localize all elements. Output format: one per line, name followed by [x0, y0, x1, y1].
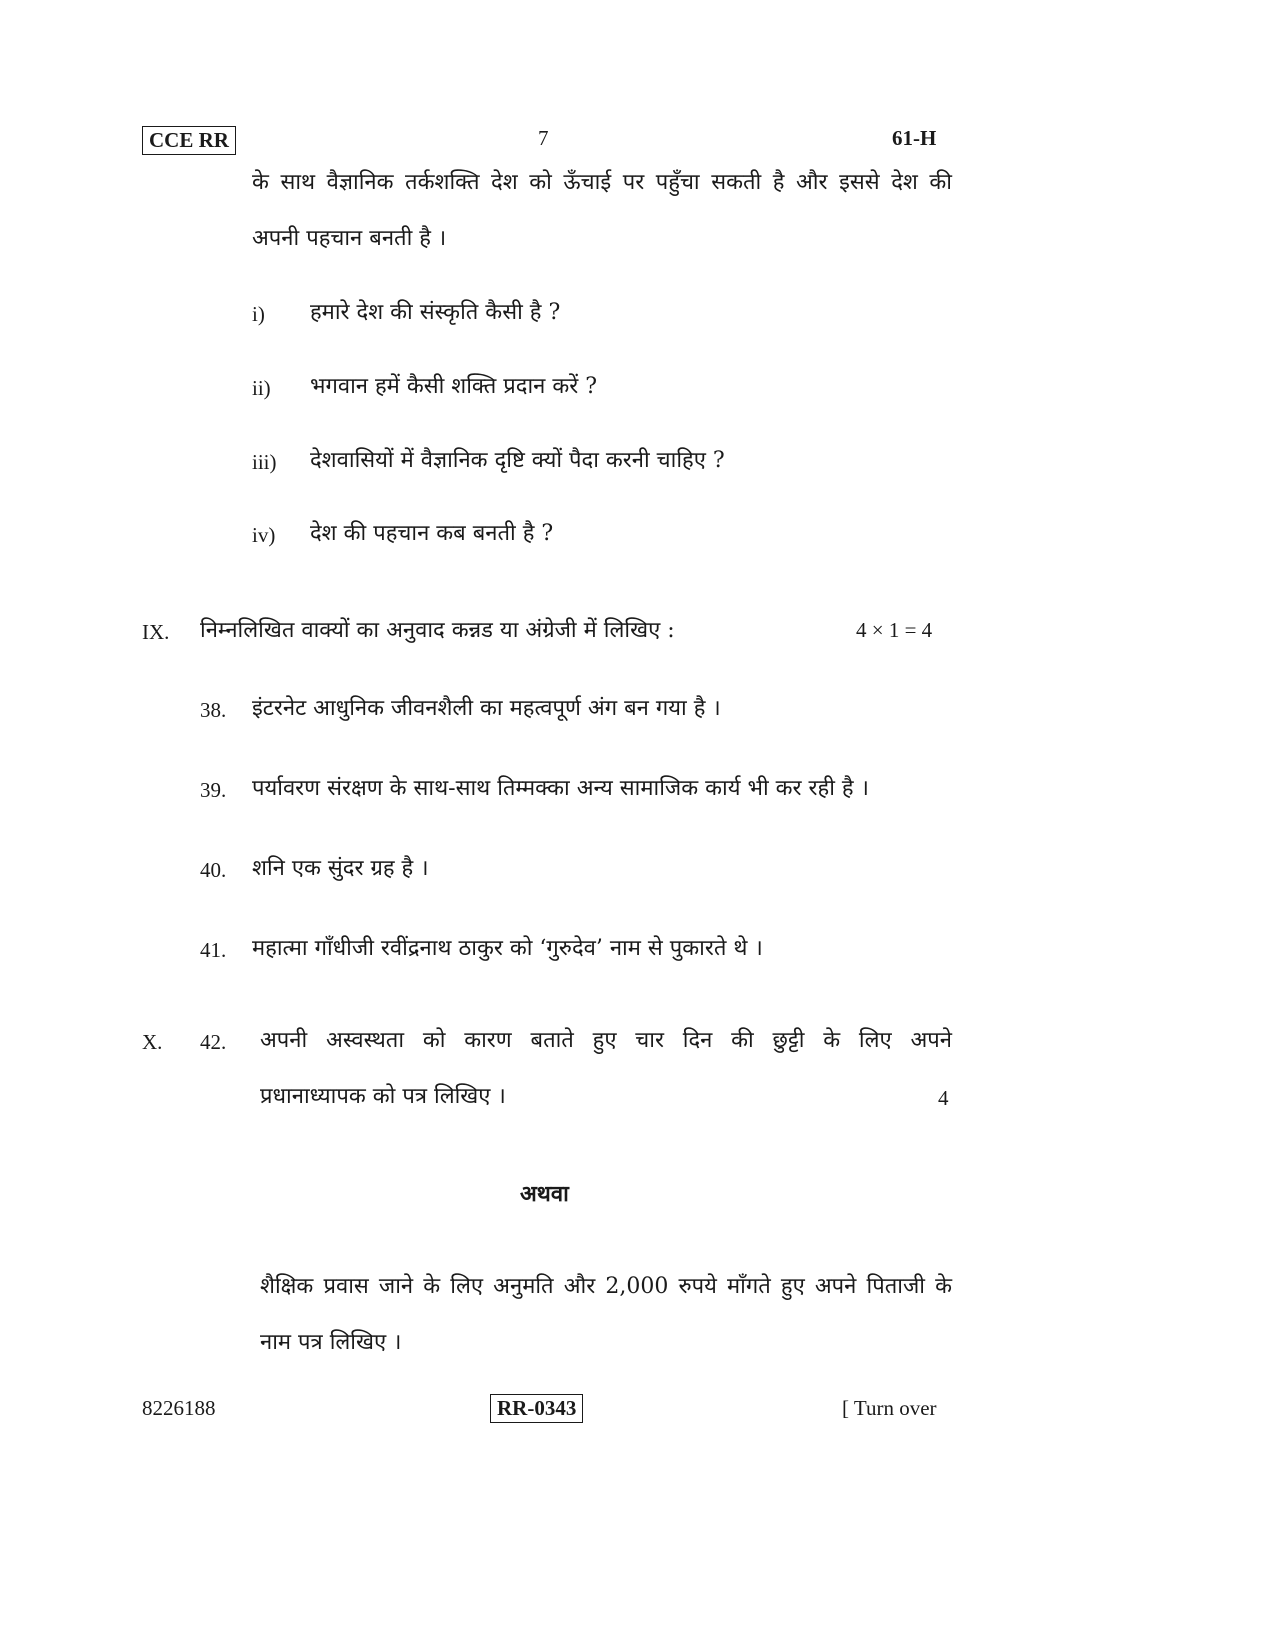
paper-code-badge: CCE RR — [142, 126, 236, 155]
question-label: iii) — [252, 450, 277, 474]
question-label: i) — [252, 302, 265, 326]
section-number: IX. — [142, 620, 170, 644]
alt-prompt-line-1: शैक्षिक प्रवास जाने के लिए अनुमति और 2,000 रुपये माँगते हुए अपने पिताजी के — [260, 1274, 952, 1299]
section-marks: 4 × 1 = 4 — [856, 618, 933, 642]
passage-line-2: अपनी पहचान बनती है । — [252, 226, 447, 251]
question-label: iv) — [252, 523, 276, 547]
translation-sentence: पर्यावरण संरक्षण के साथ-साथ तिम्मक्का अन्य सामाजिक कार्य भी कर रही है । — [252, 776, 869, 801]
booklet-code-badge: RR-0343 — [490, 1394, 583, 1423]
alt-prompt-line-2: नाम पत्र लिखिए । — [260, 1330, 402, 1355]
item-number: 40. — [200, 858, 227, 882]
letter-prompt-line-2: प्रधानाध्यापक को पत्र लिखिए । — [260, 1084, 506, 1109]
section-number: X. — [142, 1030, 163, 1054]
question-text: देशवासियों में वैज्ञानिक दृष्टि क्यों पैदा करनी चाहिए ? — [310, 448, 725, 473]
question-text: हमारे देश की संस्कृति कैसी है ? — [310, 300, 561, 325]
passage-line-1: के साथ वैज्ञानिक तर्कशक्ति देश को ऊँचाई पर पहुँचा सकती है और इससे देश की — [252, 170, 952, 195]
or-separator: अथवा — [520, 1181, 569, 1207]
question-text: देश की पहचान कब बनती है ? — [310, 521, 554, 546]
item-number: 38. — [200, 698, 227, 722]
translation-sentence: शनि एक सुंदर ग्रह है । — [252, 856, 429, 881]
page-number: 7 — [538, 126, 549, 150]
serial-number: 8226188 — [142, 1396, 216, 1420]
item-number: 42. — [200, 1030, 227, 1054]
question-label: ii) — [252, 376, 271, 400]
item-number: 39. — [200, 778, 227, 802]
letter-prompt-line-1: अपनी अस्वस्थता को कारण बताते हुए चार दिन की छुट्टी के लिए अपने — [260, 1028, 952, 1053]
subject-code: 61-H — [892, 126, 937, 150]
turn-over-note: [ Turn over — [842, 1396, 937, 1420]
section-instruction: निम्नलिखित वाक्यों का अनुवाद कन्नड या अंग्रेजी में लिखिए : — [200, 618, 675, 643]
question-text: भगवान हमें कैसी शक्ति प्रदान करें ? — [310, 374, 598, 399]
translation-sentence: महात्मा गाँधीजी रवींद्रनाथ ठाकुर को ‘गुरुदेव’ नाम से पुकारते थे । — [252, 936, 763, 961]
letter-marks: 4 — [938, 1086, 949, 1110]
item-number: 41. — [200, 938, 227, 962]
translation-sentence: इंटरनेट आधुनिक जीवनशैली का महत्वपूर्ण अंग बन गया है । — [252, 696, 721, 721]
